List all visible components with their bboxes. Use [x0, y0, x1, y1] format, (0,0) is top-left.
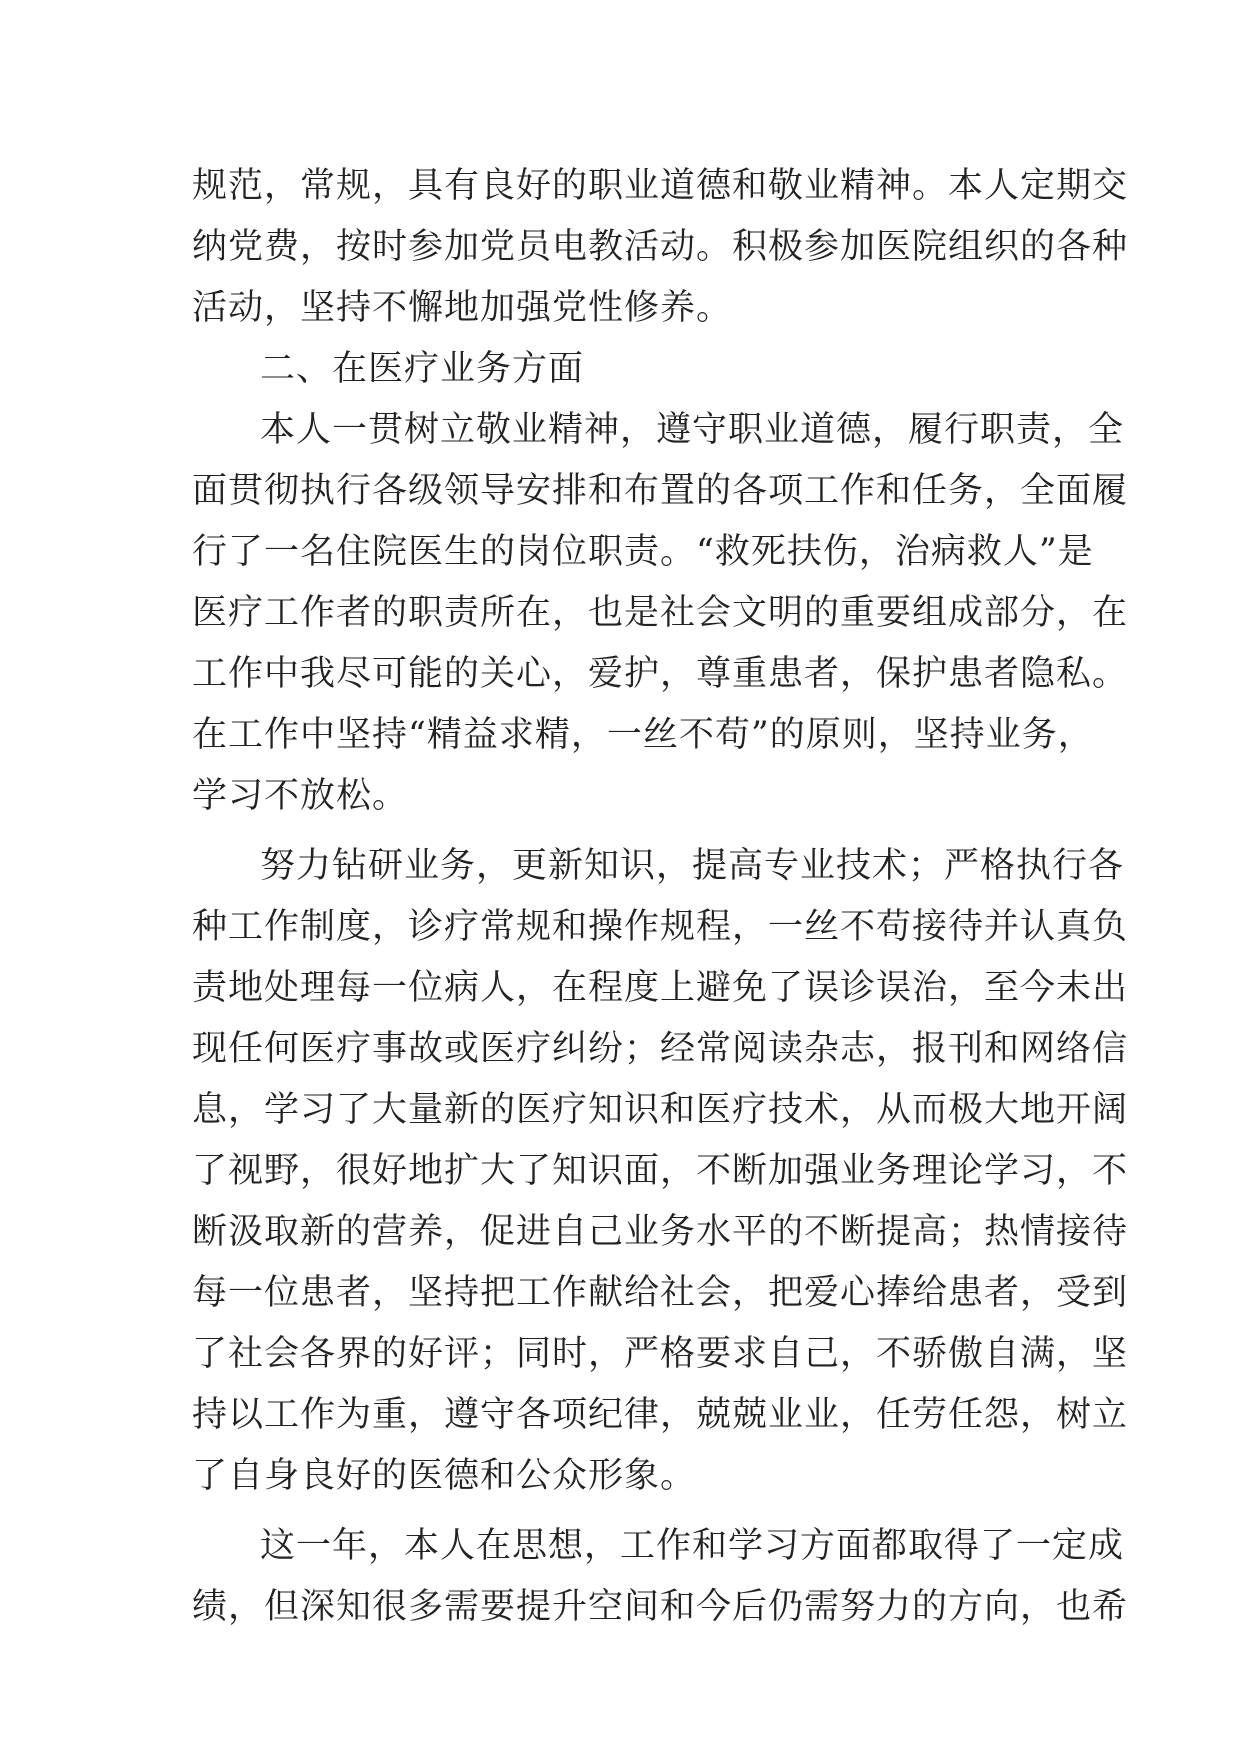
paragraph-line: 规范，常规，具有良好的职业道德和敬业精神。本人定期交 — [192, 166, 1129, 206]
paragraph-line: 持以工作为重，遵守各项纪律，兢兢业业，任劳任怨，树立 — [192, 1395, 1129, 1435]
paragraph-line: 这一年，本人在思想，工作和学习方面都取得了一定成 — [260, 1526, 1125, 1566]
paragraph-line: 医疗工作者的职责所在，也是社会文明的重要组成部分，在 — [192, 593, 1129, 633]
paragraph-line: 行了一名住院医生的岗位职责。“救死扶伤，治病救人”是 — [192, 532, 1094, 572]
paragraph-line: 断汲取新的营养，促进自己业务水平的不断提高；热情接待 — [192, 1212, 1129, 1252]
paragraph-line: 了社会各界的好评；同时，严格要求自己，不骄傲自满，坚 — [192, 1334, 1129, 1374]
paragraph-line: 活动，坚持不懈地加强党性修养。 — [192, 288, 733, 328]
paragraph-line: 了视野，很好地扩大了知识面，不断加强业务理论学习，不 — [192, 1151, 1129, 1191]
paragraph-line: 面贯彻执行各级领导安排和布置的各项工作和任务，全面履 — [192, 471, 1129, 511]
paragraph-line: 工作中我尽可能的关心，爱护，尊重患者，保护患者隐私。 — [192, 654, 1129, 694]
paragraph-line: 努力钻研业务，更新知识，提高专业技术；严格执行各 — [260, 846, 1125, 886]
paragraph-line: 在工作中坚持“精益求精，一丝不苟”的原则，坚持业务， — [192, 715, 1094, 755]
paragraph-line: 了自身良好的医德和公众形象。 — [192, 1456, 697, 1496]
paragraph-line: 纳党费，按时参加党员电教活动。积极参加医院组织的各种 — [192, 227, 1129, 267]
paragraph-line: 种工作制度，诊疗常规和操作规程，一丝不苟接待并认真负 — [192, 907, 1129, 947]
paragraph-line: 绩，但深知很多需要提升空间和今后仍需努力的方向，也希 — [192, 1587, 1129, 1627]
document-body — [192, 156, 1129, 1638]
paragraph-line: 本人一贯树立敬业精神，遵守职业道德，履行职责，全 — [260, 410, 1125, 450]
section-heading: 二、在医疗业务方面 — [260, 349, 585, 389]
paragraph-line: 息，学习了大量新的医疗知识和医疗技术，从而极大地开阔 — [192, 1090, 1129, 1130]
paragraph-line: 学习不放松。 — [192, 776, 409, 816]
paragraph-line: 每一位患者，坚持把工作献给社会，把爱心捧给患者，受到 — [192, 1273, 1129, 1313]
paragraph-line: 责地处理每一位病人，在程度上避免了误诊误治，至今未出 — [192, 968, 1129, 1008]
paragraph-line: 现任何医疗事故或医疗纠纷；经常阅读杂志，报刊和网络信 — [192, 1029, 1129, 1069]
